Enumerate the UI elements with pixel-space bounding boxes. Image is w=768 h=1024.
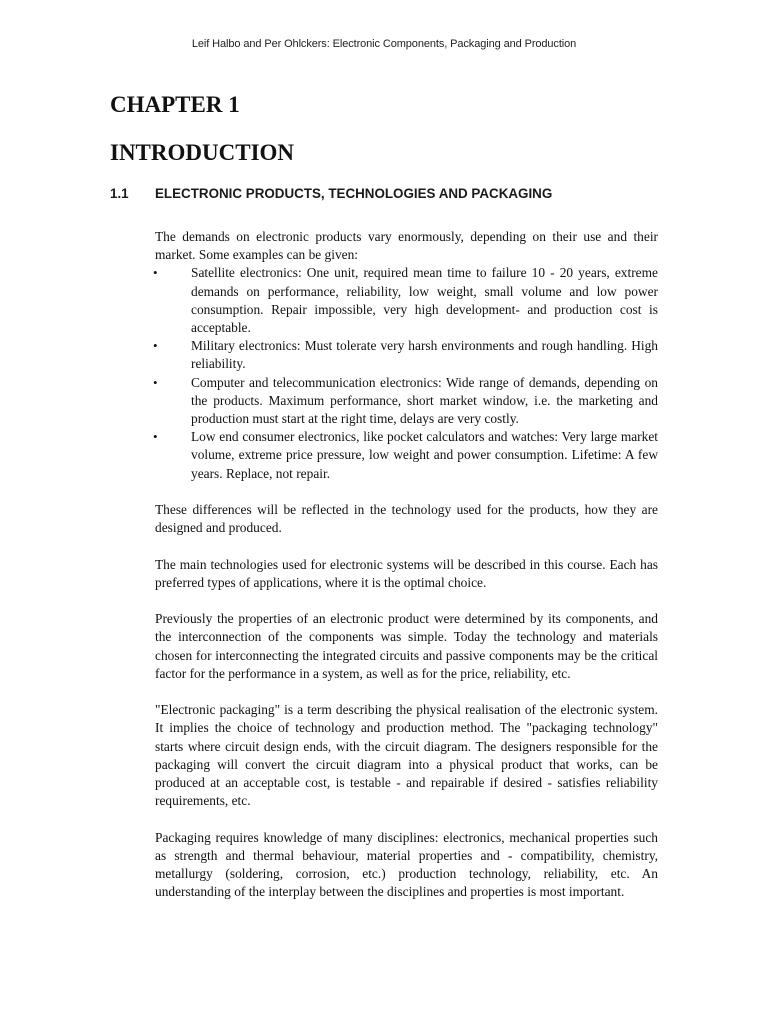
list-item-text: Computer and telecommunication electronics: Wide range of demands, depending on the products. Maximum performance, short market window, i.e. the marketing and production must start at the right time, delays are very costly. [191, 374, 658, 427]
chapter-label: CHAPTER 1 [110, 92, 240, 117]
list-item [155, 374, 658, 429]
section-number: 1.1 [110, 186, 129, 201]
section-title: ELECTRONIC PRODUCTS, TECHNOLOGIES AND PACKAGING [155, 186, 553, 201]
paragraph: The main technologies used for electronic systems will be described in this course. Each has preferred types of applications, where it is the optimal choice. [155, 556, 658, 590]
list-item [155, 337, 658, 373]
bullet-icon: • [153, 429, 158, 445]
paragraph: Packaging requires knowledge of many disciplines: electronics, mechanical properties such as strength and thermal behaviour, material properties and - compatibility, chemistry, metallurgy (soldering, corrosion, etc.) production technology, reliability, etc. An understanding of the interplay between the disciplines and properties is most important. [155, 829, 658, 900]
bullet-icon: • [153, 265, 158, 281]
intro-paragraph: The demands on electronic products vary enormously, depending on their use and their market. Some examples can be given: [155, 229, 658, 263]
list-item [155, 428, 658, 483]
running-header: Leif Halbo and Per Ohlckers: Electronic Components, Packaging and Production [191, 38, 577, 50]
paragraph: "Electronic packaging" is a term describing the physical realisation of the electronic system. It implies the choice of technology and production method. The "packaging technology" starts where circuit design ends, with the circuit diagram. The designers responsible for the packaging will convert the circuit diagram into a physical product that works, can be produced at an acceptable cost, is testable - and repairable if desired - satisfies reliability requirements, etc. [155, 702, 658, 809]
list-item [155, 264, 658, 337]
paragraph: Previously the properties of an electronic product were determined by its components, and the interconnection of the components was simple. Today the technology and materials chosen for interconnecting the integrated circuits and passive components may be the critical factor for the performance in a system, as well as for the price, reliability, etc. [155, 611, 658, 681]
section-heading [110, 186, 670, 201]
bullet-icon: • [153, 374, 158, 390]
paragraph: These differences will be reflected in the technology used for the products, how they are designed and produced. [155, 502, 658, 536]
bullet-icon: • [153, 338, 158, 354]
list-item-text: Low end consumer electronics, like pocket calculators and watches: Very large market volume, extreme price pressure, low weight and power consumption. Lifetime: A few years. Replace, not repair. [191, 429, 658, 481]
examples-list [155, 264, 658, 482]
chapter-title: INTRODUCTION [110, 140, 295, 165]
list-item-text: Satellite electronics: One unit, required mean time to failure 10 - 20 years, extreme demands on performance, reliability, low weight, small volume and low power consumption. Repair impossible, very high development- and production cost is acceptable. [191, 265, 658, 336]
body-text [155, 228, 658, 920]
list-item-text: Military electronics: Must tolerate very harsh environments and rough handling. High reliability. [191, 338, 658, 372]
